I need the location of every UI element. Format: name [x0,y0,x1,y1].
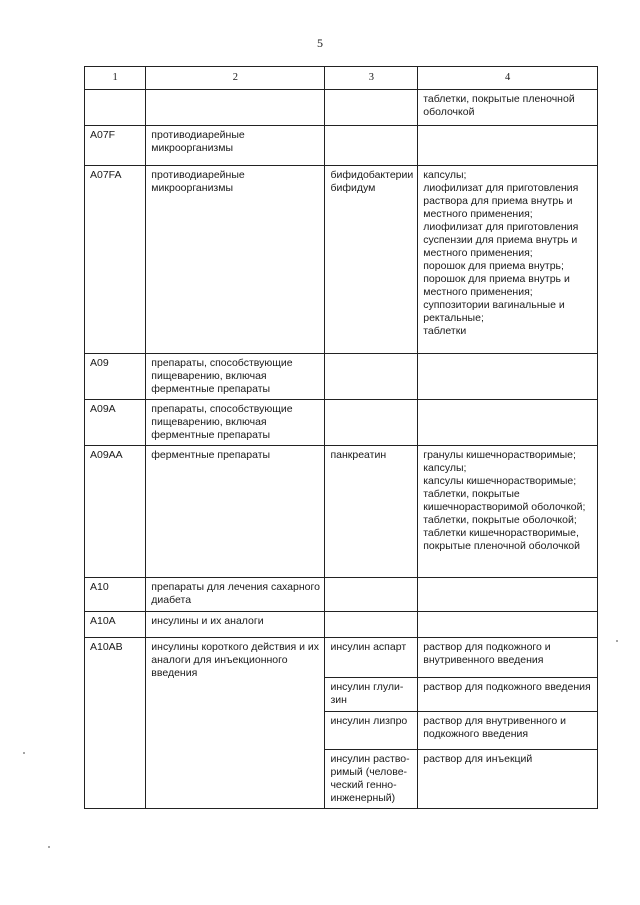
table-row [85,400,598,446]
atc-code-cell: A09A [85,400,146,446]
table-row [85,446,598,578]
table-row [85,90,598,126]
atc-group-cell: препараты, способствующие пищеварению, включая ферментные препараты [146,354,325,400]
substance-cell: инсулин аспарт [325,638,418,678]
atc-group-cell: инсулины и их аналоги [146,612,325,638]
substance-cell [325,90,418,126]
dosage-form: капсулы кишечнорастворимые; [423,475,577,487]
scan-speck [616,640,618,642]
atc-code-cell: A07F [85,126,146,166]
dosage-forms-cell: раствор для подкожного и внутривенного введения [418,638,598,678]
substance-cell [325,354,418,400]
atc-code-cell: A09 [85,354,146,400]
dosage-forms-cell [418,354,598,400]
atc-group-cell: противодиарейные микроорганизмы [146,126,325,166]
column-header: 2 [146,67,325,90]
substance-cell: инсулин глули-зин [325,678,418,712]
substance-cell: инсулин лизпро [325,712,418,750]
dosage-form: капсулы; [423,462,467,474]
table-row [85,638,598,678]
dosage-forms-cell [418,446,598,578]
page-number: 5 [317,36,323,50]
substance-cell: бифидобактерии бифидум [325,166,418,354]
dosage-forms-cell [418,166,598,354]
atc-group-cell: препараты, способствующие пищеварению, включая ферментные препараты [146,400,325,446]
dosage-form: лиофилизат для приготовления раствора для приема внутрь и местного применения; [423,182,579,220]
atc-code-cell: A10A [85,612,146,638]
atc-group-cell: противодиарейные микроорганизмы [146,166,325,354]
dosage-forms-cell [418,612,598,638]
atc-group-cell: инсулины короткого действия и их аналоги для инъекционного введения [146,638,325,809]
dosage-form: порошок для приема внутрь и местного применения; [423,273,570,298]
table-row [85,166,598,354]
dosage-form: гранулы кишечнорастворимые; [423,449,576,461]
dosage-forms-cell: раствор для внутривенного и подкожного введения [418,712,598,750]
dosage-form: порошок для приема внутрь; [423,260,564,272]
dosage-forms-cell [418,578,598,612]
table-header-row [85,67,598,90]
dosage-form: таблетки, покрытые пленочной оболочкой [423,93,575,118]
dosage-form: капсулы; [423,169,467,181]
table-row [85,354,598,400]
atc-code-cell: A10 [85,578,146,612]
dosage-forms-cell [418,90,598,126]
substance-cell: панкреатин [325,446,418,578]
substance-cell [325,400,418,446]
column-header: 1 [85,67,146,90]
atc-code-cell: A09AA [85,446,146,578]
dosage-forms-cell: раствор для подкожного введения [418,678,598,712]
atc-code-cell [85,90,146,126]
atc-group-cell [146,90,325,126]
scan-speck [48,846,50,848]
drug-list-table [84,66,598,809]
dosage-form: таблетки кишечнорастворимые, покрытые пленочной оболочкой [423,527,581,552]
table-row [85,578,598,612]
column-header: 3 [325,67,418,90]
substance-cell [325,126,418,166]
dosage-form: таблетки, покрытые кишечнорастворимой оболочкой; [423,488,586,513]
dosage-forms-cell [418,400,598,446]
dosage-form: таблетки, покрытые оболочкой; [423,514,577,526]
dosage-forms-cell: раствор для инъекций [418,750,598,809]
atc-group-cell: препараты для лечения сахарного диабета [146,578,325,612]
dosage-form: лиофилизат для приготовления суспензии для приема внутрь и местного применения; [423,221,579,259]
table-body [85,90,598,809]
substance-cell [325,612,418,638]
table-row [85,612,598,638]
dosage-form: таблетки [423,325,467,337]
atc-code-cell: A10AB [85,638,146,809]
atc-group-cell: ферментные препараты [146,446,325,578]
table-row [85,126,598,166]
substance-cell: инсулин раство-римый (челове-ческий генно-инженерный) [325,750,418,809]
column-header: 4 [418,67,598,90]
dosage-forms-cell [418,126,598,166]
dosage-form: суппозитории вагинальные и ректальные; [423,299,565,324]
scan-speck [23,752,25,754]
substance-cell [325,578,418,612]
atc-code-cell: A07FA [85,166,146,354]
